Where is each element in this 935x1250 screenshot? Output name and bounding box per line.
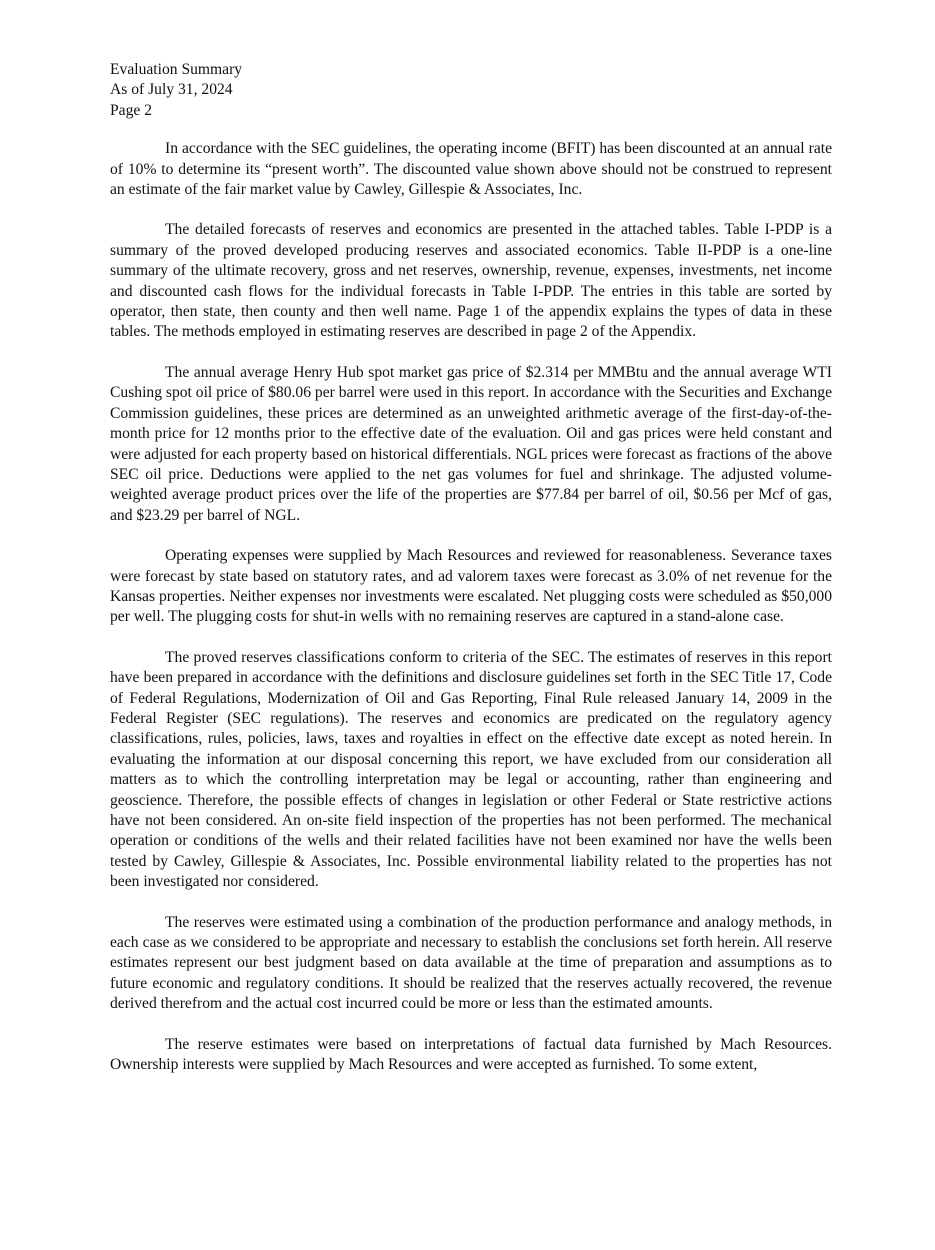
header-page-number: Page 2 [110, 101, 153, 119]
paragraph-discounting: In accordance with the SEC guidelines, the operating income (BFIT) has been discounted at an annual rate of 10% to determine its “present worth”. The discounted value shown above should not be construed to represent an estimate of the fair market value by Cawley, Gillespie & Associates, Inc. [110, 140, 832, 199]
header-date: As of July 31, 2024 [110, 81, 233, 99]
paragraph-pricing: The annual average Henry Hub spot market gas price of $2.314 per MMBtu and the annual average WTI Cushing spot oil price of $80.06 per barrel were used in this report. In accordance with the Securities and Exchange Commission guidelines, these prices are determined as an unweighted arithmetic average of the first-day-of-the-month price for 12 months prior to the effective date of the evaluation. Oil and gas prices were held constant and were adjusted for each property based on historical differentials. NGL prices were forecast as fractions of the above SEC oil price. Deductions were applied to the net gas volumes for fuel and shrinkage. The adjusted volume-weighted average product prices over the life of the properties are $77.84 per barrel of oil, $0.56 per Mcf of gas, and $23.29 per barrel of NGL. [110, 363, 832, 524]
paragraph-estimation-methods: The reserves were estimated using a combination of the production performance and analogy methods, in each case as we considered to be appropriate and necessary to establish the conclusions set forth herein. All reserve estimates represent our best judgment based on data available at the time of preparation and assumptions as to future economic and regulatory conditions. It should be realized that the reserves actually recovered, the revenue derived therefrom and the actual cost incurred could be more or less than the estimated amounts. [110, 913, 832, 1013]
paragraph-forecast-tables: The detailed forecasts of reserves and economics are presented in the attached tables. Table I-PDP is a summary of the proved developed producing reserves and associated economics. Table II-PDP is a one-line summary of the ultimate recovery, gross and net reserves, ownership, revenue, expenses, investments, net income and discounted cash flows for the individual forecasts in Table I-PDP. The entries in this table are sorted by operator, then state, then county and then well name. Page 1 of the appendix explains the types of data in these tables. The methods employed in estimating reserves are described in page 2 of the Appendix. [110, 221, 832, 341]
paragraph-reserves-classification: The proved reserves classifications conform to criteria of the SEC. The estimates of reserves in this report have been prepared in accordance with the definitions and disclosure guidelines set forth in the SEC Title 17, Code of Federal Regulations, Modernization of Oil and Gas Reporting, Final Rule released January 14, 2009 in the Federal Register (SEC regulations). The reserves and economics are predicated on the regulatory agency classifications, rules, policies, laws, taxes and royalties in effect on the effective date except as noted herein. In evaluating the information at our disposal concerning this report, we have excluded from our consideration all matters as to which the controlling interpretation may be legal or accounting, rather than engineering and geoscience. Therefore, the possible effects of changes in legislation or other Federal or State restrictive actions have not been considered. An on-site field inspection of the properties has not been performed. The mechanical operation or conditions of the wells and their related facilities have not been examined nor have the wells been tested by Cawley, Gillespie & Associates, Inc. Possible environmental liability related to the properties has not been investigated nor considered. [110, 648, 832, 891]
document-header [110, 60, 832, 121]
paragraph-data-sources: The reserve estimates were based on interpretations of factual data furnished by Mach Resources. Ownership interests were supplied by Mach Resources and were accepted as furnished. To some extent, [110, 1035, 832, 1074]
header-title: Evaluation Summary [110, 61, 243, 78]
paragraph-operating-expenses: Operating expenses were supplied by Mach Resources and reviewed for reasonableness. Severance taxes were forecast by state based on statutory rates, and ad valorem taxes were forecast as 3.0% of net revenue for the Kansas properties. Neither expenses nor investments were escalated. Net plugging costs were scheduled as $50,000 per well. The plugging costs for shut-in wells with no remaining reserves are captured in a stand-alone case. [110, 547, 832, 626]
document-page [110, 60, 832, 1075]
